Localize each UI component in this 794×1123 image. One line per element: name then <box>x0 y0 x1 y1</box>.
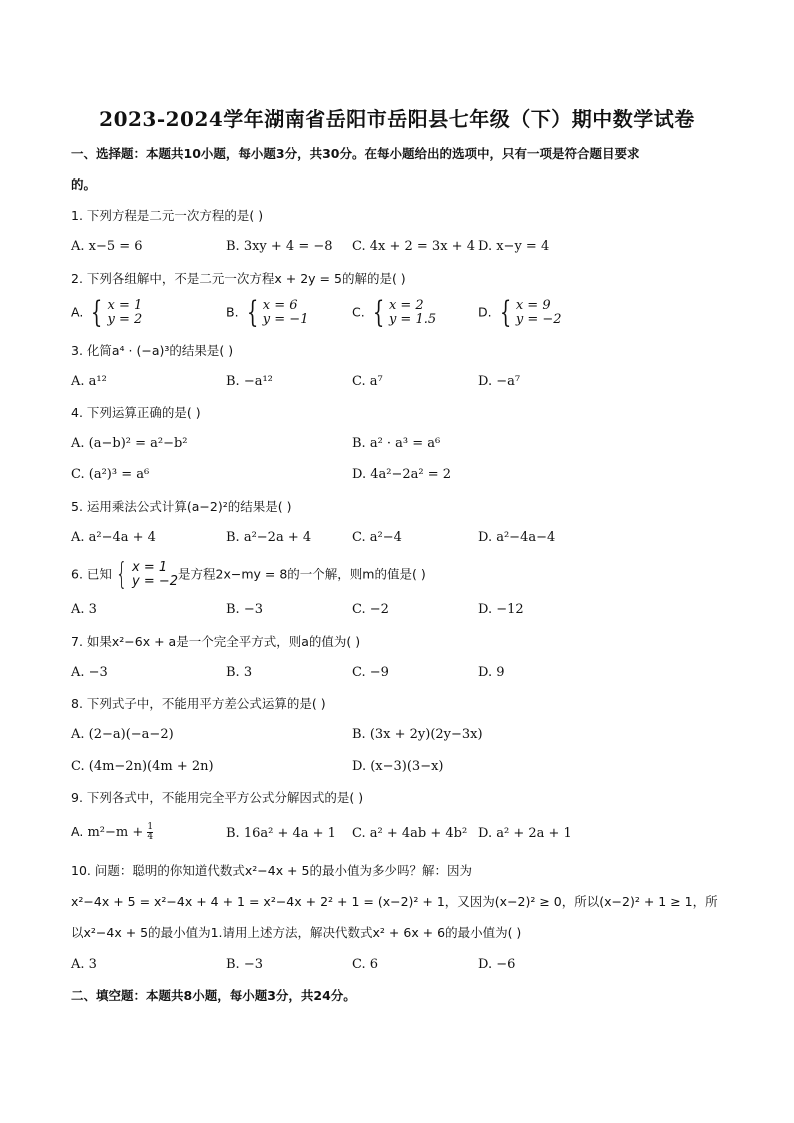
q2-option-c: C. { x = 2 y = 1.5 <box>352 295 437 330</box>
question-10-stem: 10. 问题：聪明的你知道代数式x²−4x + 5的最小值为多少吗？解：因为 <box>71 863 472 878</box>
q8-option-a: A. (2−a)(−a−2) <box>71 727 174 742</box>
q1-option-d: D. x−y = 4 <box>478 239 550 254</box>
q10-option-c: C. 6 <box>352 957 379 972</box>
q6-option-a: A. 3 <box>71 602 97 617</box>
q6-option-b: B. −3 <box>226 602 263 617</box>
question-9-stem: 9. 下列各式中，不能用完全平方公式分解因式的是( ) <box>71 790 364 805</box>
q1-option-a: A. x−5 = 6 <box>71 239 143 254</box>
q4-option-d: D. 4a²−2a² = 2 <box>352 467 452 482</box>
q5-option-b: B. a²−2a + 4 <box>226 530 312 545</box>
question-5-stem: 5. 运用乘法公式计算(a−2)²的结果是( ) <box>71 499 292 514</box>
q10-option-a: A. 3 <box>71 957 97 972</box>
q9-option-a: A. m²−m + $\frac{1}{4}$ <box>71 822 154 842</box>
question-7-stem: 7. 如果x²−6x + a是一个完全平方式，则a的值为( ) <box>71 634 361 649</box>
q2-option-a: A. { x = 1 y = 2 <box>71 295 143 330</box>
q9-option-b: B. 16a² + 4a + 1 <box>226 826 336 841</box>
q3-option-a: A. a¹² <box>71 374 107 389</box>
question-6-stem: 6. 已知 { x = 1 y = −2 是方程2x−my = 8的一个解，则m的值是( ) <box>71 557 426 592</box>
question-10-stem-line3: 以x²−4x + 5的最小值为1.请用上述方法，解决代数式x² + 6x + 6的最小值为( ) <box>71 925 522 940</box>
q5-option-a: A. a²−4a + 4 <box>71 530 156 545</box>
q1-option-b: B. 3xy + 4 = −8 <box>226 239 333 254</box>
equation-system: { x = 9 y = −2 <box>499 295 562 330</box>
question-4-stem: 4. 下列运算正确的是( ) <box>71 405 201 420</box>
question-8-stem: 8. 下列式子中，不能用平方差公式运算的是( ) <box>71 696 326 711</box>
page-title: 2023-2024学年湖南省岳阳市岳阳县七年级（下）期中数学试卷 <box>99 107 695 131</box>
question-1-stem: 1. 下列方程是二元一次方程的是( ) <box>71 208 264 223</box>
q8-option-d: D. (x−3)(3−x) <box>352 759 444 774</box>
q4-option-c: C. (a²)³ = a⁶ <box>71 467 150 482</box>
q8-option-c: C. (4m−2n)(4m + 2n) <box>71 759 214 774</box>
equation-system: { x = 2 y = 1.5 <box>372 295 437 330</box>
q3-option-b: B. −a¹² <box>226 374 273 389</box>
q3-option-c: C. a⁷ <box>352 374 383 389</box>
q3-option-d: D. −a⁷ <box>478 374 521 389</box>
fraction: $\frac{1}{4}$ <box>147 822 154 842</box>
question-2-stem: 2. 下列各组解中，不是二元一次方程x + 2y = 5的解的是( ) <box>71 271 406 286</box>
q7-option-a: A. −3 <box>71 665 108 680</box>
equation-system: { x = 1 y = 2 <box>91 295 143 330</box>
q8-option-b: B. (3x + 2y)(2y−3x) <box>352 727 483 742</box>
question-3-stem: 3. 化简a⁴ · (−a)³的结果是( ) <box>71 343 234 358</box>
equation-system: { x = 1 y = −2 <box>115 557 179 592</box>
q2-option-b: B. { x = 6 y = −1 <box>226 295 309 330</box>
question-10-stem-line2: x²−4x + 5 = x²−4x + 4 + 1 = x²−4x + 2² + 1 = (x−2)² + 1，又因为(x−2)² ≥ 0，所以(x−2)² + 1 ≥ 1，所 <box>71 894 718 909</box>
q7-option-b: B. 3 <box>226 665 253 680</box>
q4-option-b: B. a² · a³ = a⁶ <box>352 436 441 451</box>
q6-option-d: D. −12 <box>478 602 524 617</box>
q1-option-c: C. 4x + 2 = 3x + 4 <box>352 239 475 254</box>
q9-option-d: D. a² + 2a + 1 <box>478 826 572 841</box>
q10-option-b: B. −3 <box>226 957 263 972</box>
section1-heading-cont: 的。 <box>71 177 97 192</box>
q10-option-d: D. −6 <box>478 957 516 972</box>
section2-heading: 二、填空题：本题共8小题，每小题3分，共24分。 <box>71 988 356 1003</box>
q5-option-c: C. a²−4 <box>352 530 402 545</box>
q7-option-d: D. 9 <box>478 665 505 680</box>
equation-system: { x = 6 y = −1 <box>246 295 309 330</box>
section1-heading: 一、选择题：本题共10小题，每小题3分，共30分。在每小题给出的选项中，只有一项是符合题目要求 <box>71 146 640 161</box>
q9-option-c: C. a² + 4ab + 4b² <box>352 826 468 841</box>
q6-option-c: C. −2 <box>352 602 389 617</box>
q4-option-a: A. (a−b)² = a²−b² <box>71 436 188 451</box>
q5-option-d: D. a²−4a−4 <box>478 530 556 545</box>
q7-option-c: C. −9 <box>352 665 389 680</box>
q2-option-d: D. { x = 9 y = −2 <box>478 295 562 330</box>
